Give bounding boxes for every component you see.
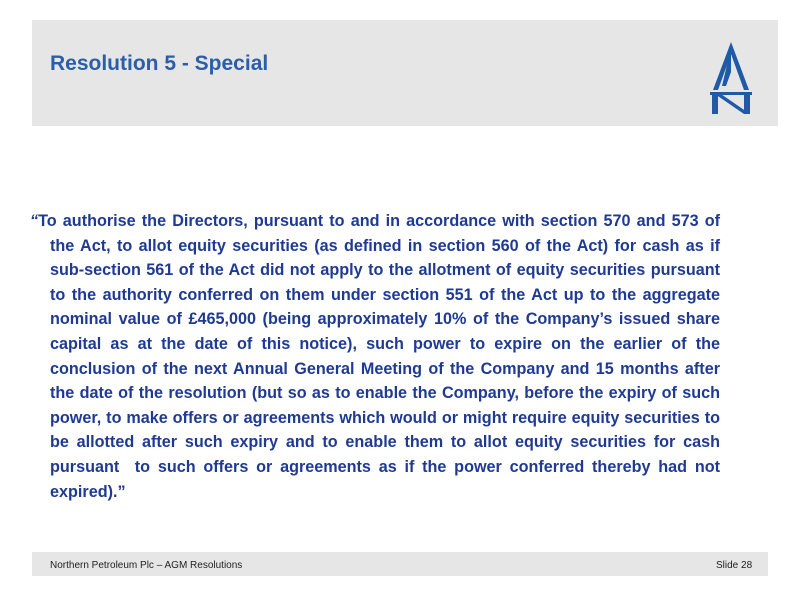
resolution-text — [30, 209, 725, 504]
northern-petroleum-logo-icon — [706, 42, 756, 116]
resolution-body: To authorise the Directors, pursuant to and in accordance with section 570 and 573 of the Act, to allot equity securities (as defined in section 560 of the Act) for cash as if sub-section 561 of the Act did not apply to the allotment of equity securities pursuant to the authority conferred on them under section 551 of the Act up to the aggregate nominal value of £465,000 (being approximately 10% of the Company’s issued share capital as at the date of this notice), such power to expire on the earlier of the conclusion of the next Annual General Meeting of the Company and 15 months after the date of the resolution (but so as to enable the Company, before the expiry of such power, to make offers or agreements which would or might require equity securities to be allotted after such expiry and to enable them to allot equity securities for cash pursuant to such offers or agreements as if the power conferred thereby had not expired).” — [38, 212, 725, 501]
slide-number: Slide 28 — [716, 560, 753, 571]
open-quote: “ — [30, 212, 39, 230]
footer-title: Northern Petroleum Plc – AGM Resolutions — [50, 560, 243, 571]
page-title: Resolution 5 - Special — [50, 52, 269, 75]
